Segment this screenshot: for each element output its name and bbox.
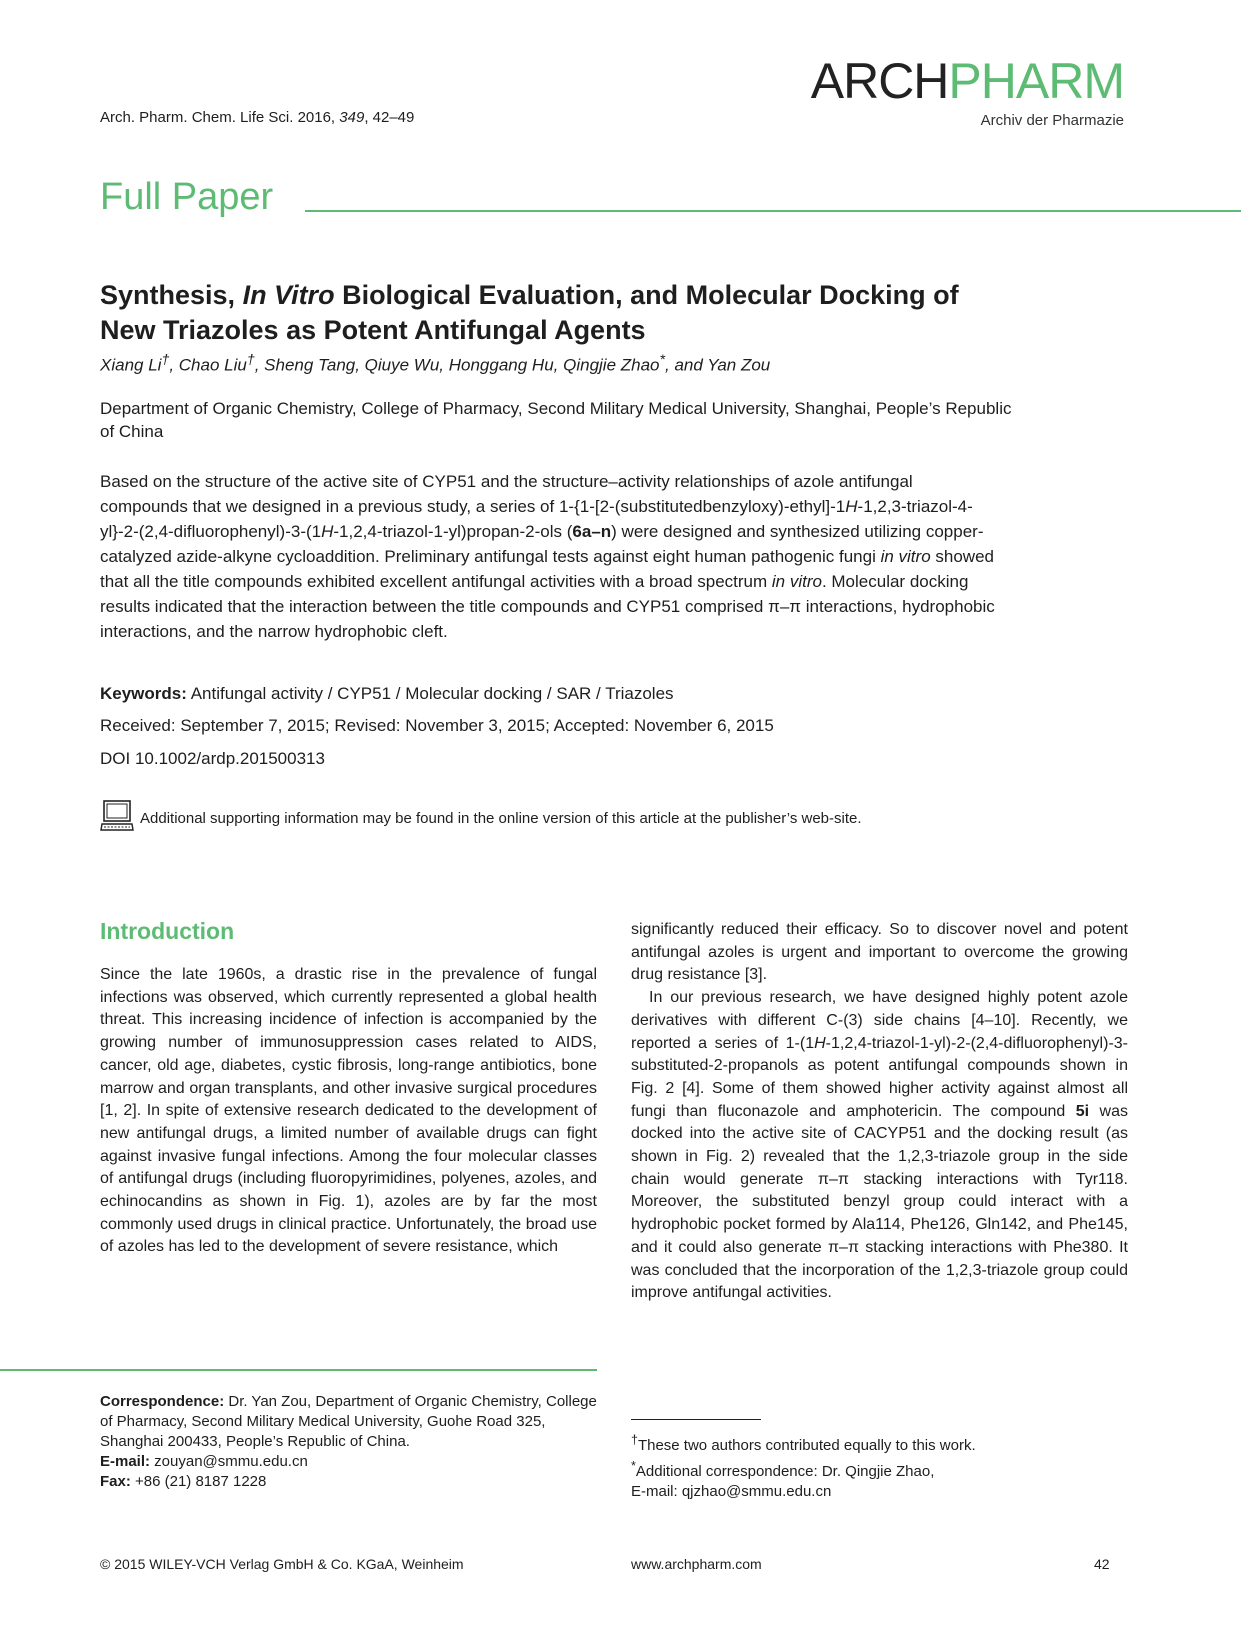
- received-dates: Received: September 7, 2015; Revised: November 3, 2015; Accepted: November 6, 2015: [100, 716, 774, 735]
- footnote-rule: [631, 1419, 761, 1420]
- doi: DOI 10.1002/ardp.201500313: [100, 749, 325, 768]
- affiliation: Department of Organic Chemistry, College of Pharmacy, Second Military Medical University, Shanghai, People’s Republic of China: [100, 399, 1012, 441]
- keywords: Keywords: Antifungal activity / CYP51 / Molecular docking / SAR / Triazoles: [100, 684, 674, 703]
- intro-paragraph-1: Since the late 1960s, a drastic rise in the prevalence of fungal infections was observed, which currently represented a global health threat. This increasing incidence of infection is accompanied by the growing number of immunosuppression cases related to AIDS, cancer, old age, diabetes, cystic fibrosis, long-range antibiotics, bone marrow and organ transplants, and other invasive surgical procedures [1, 2]. In spite of extensive research dedicated to the development of new antifungal drugs, a limited number of available drugs can fight against invasive fungal infections. Among the four molecular classes of antifungal drugs (including fluoropyrimidines, polyenes, azoles, and echinocandins as shown in Fig. 1), azoles are by far the most commonly used drugs in clinical practice. Unfortunately, the broad use of azoles has led to the development of severe resistance, which: [100, 966, 597, 1256]
- intro-paragraph-1-cont: significantly reduced their efficacy. So to discover novel and potent antifungal azoles is urgent and important to overcome the growing drug resistance [3].: [631, 921, 1128, 984]
- intro-column-left: [100, 964, 597, 1259]
- page-number: 42: [1094, 1556, 1110, 1572]
- logo-arch: ARCH: [810, 53, 949, 109]
- logo-pharm: PHARM: [948, 53, 1124, 109]
- journal-citation: Arch. Pharm. Chem. Life Sci. 2016, 349, 42–49: [100, 109, 415, 126]
- header-rule: [305, 210, 1241, 212]
- computer-terminal-icon: [100, 800, 140, 836]
- intro-paragraph-2: In our previous research, we have designed highly potent azole derivatives with different C-(3) side chains [4–10]. Recently, we reported a series of 1-(1H-1,2,4-triazol-1-yl)-2-(2,4-difluorophenyl)-3-substituted-2-propanols as potent antifungal compounds shown in Fig. 2 [4]. Some of them showed higher activity against almost all fungi than fluconazole and amphotericin. The compound 5i was docked into the active site of CACYP51 and the docking result (as shown in Fig. 2) revealed that the 1,2,3-triazole group in the side chain would generate π–π stacking interactions with Tyr118. Moreover, the substituted benzyl group could interact with a hydrophobic pocket formed by Ala114, Phe126, Gln142, and Phe145, and it could also generate π–π stacking interactions with Phe380. It was concluded that the incorporation of the 1,2,3-triazole group could improve antifungal activities.: [631, 989, 1129, 1302]
- section-label: Full Paper: [100, 176, 274, 218]
- footnotes: †These two authors contributed equally to this work. *Additional correspondence: Dr. Qingjie Zhao, E-mail: qjzhao@smmu.edu.cn: [631, 1433, 976, 1500]
- journal-logo: [810, 53, 1124, 129]
- introduction-heading: Introduction: [100, 918, 235, 944]
- website-link[interactable]: www.archpharm.com: [631, 1556, 762, 1572]
- abstract: Based on the structure of the active site of CYP51 and the structure–activity relationships of azole antifungal compounds that we designed in a previous study, a series of 1-{1-[2-(substitutedbenzyloxy)-ethyl]-1H-1,2,3-triazol-4-yl}-2-(2,4-difluorophenyl)-3-(1H-1,2,4-triazol-1-yl)propan-2-ols (6a–n) were designed and synthesized utilizing copper-catalyzed azide-alkyne cycloaddition. Preliminary antifungal tests against eight human pathogenic fungi in vitro showed that all the title compounds exhibited excellent antifungal activities with a broad spectrum in vitro. Molecular docking results indicated that the interaction between the title compounds and CYP51 comprised π–π interactions, hydrophobic interactions, and the narrow hydrophobic cleft.: [100, 472, 995, 641]
- copyright: © 2015 WILEY-VCH Verlag GmbH & Co. KGaA, Weinheim: [100, 1556, 464, 1572]
- correspondence: Correspondence: Dr. Yan Zou, Department of Organic Chemistry, College of Pharmacy, Second Military Medical University, Guohe Road 325, Shanghai 200433, People’s Republic of China. E-mail: zouyan@smmu.edu.cn Fax: +86 (21) 8187 1228: [100, 1393, 597, 1490]
- article-title: Synthesis, In Vitro Biological Evaluation, and Molecular Docking of New Triazoles as Potent Antifungal Agents: [100, 280, 959, 345]
- supporting-info-note: Additional supporting information may be found in the online version of this article at the publisher’s web-site.: [100, 800, 862, 836]
- logo-subtitle: Archiv der Pharmazie: [980, 112, 1124, 129]
- correspondence-rule: [0, 1369, 597, 1371]
- intro-column-right: [631, 919, 1128, 1305]
- author-list: Xiang Li†, Chao Liu†, Sheng Tang, Qiuye Wu, Honggang Hu, Qingjie Zhao*, and Yan Zou: [100, 352, 771, 375]
